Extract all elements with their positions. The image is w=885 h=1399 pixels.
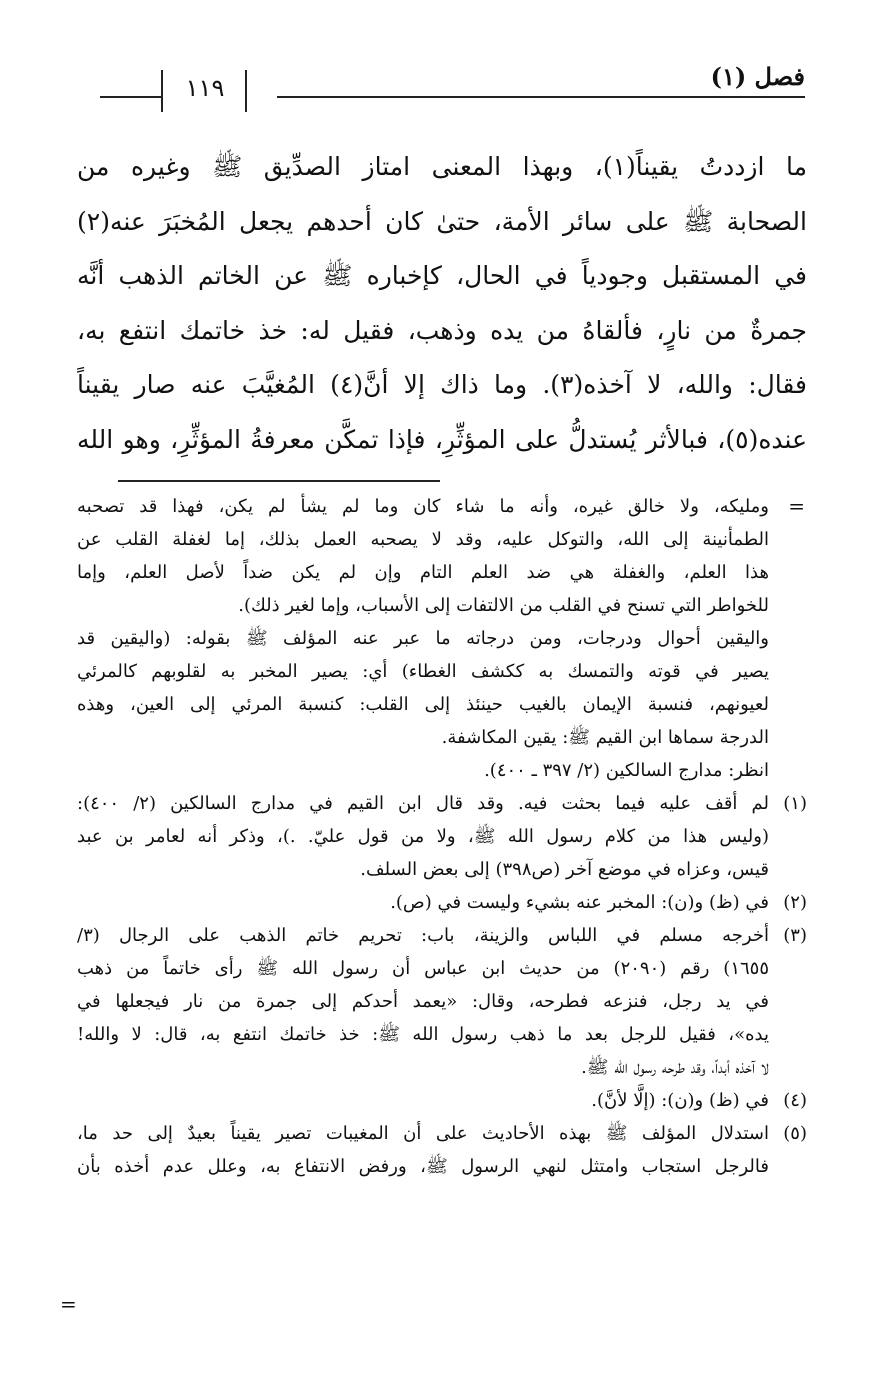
chapter-title: فصل (١): [710, 62, 805, 91]
text-line: ما ازددتُ يقيناً(١)، وبهذا المعنى امتاز الصدِّيق ﷺ وغيره من: [77, 152, 807, 181]
footnote-2: [77, 886, 807, 919]
footnote-number: (٢): [783, 892, 807, 913]
continuation-mark: =: [788, 494, 805, 518]
footnote-line: في يد رجل، فنزعه فطرحه، وقال: «يعمد أحدكم إلى جمرة من نار فيجعلها في: [77, 991, 769, 1012]
header-divider: [161, 70, 163, 112]
footnote-line: في (ظ) و(ن): المخبر عنه بشيء وليست في (ص).: [390, 892, 769, 913]
footnote-line: (وليس هذا من كلام رسول الله ﷺ، ولا من قول عليّ. .)، وذكر أنه لعامر بن عبد: [77, 826, 769, 847]
footnote-line: واليقين أحوال ودرجات، ومن درجاته ما عبر عنه المؤلف ﷺ بقوله: (واليقين قد: [77, 628, 769, 649]
text-line: جمرةٌ من نارٍ، فألقاهُ من يده وذهب، فقيل له: خذ خاتمك انتفع به،: [77, 315, 807, 345]
header-rule: [277, 96, 805, 98]
footnote-number: (٤): [783, 1090, 807, 1111]
footnote-number: (٣): [783, 925, 807, 946]
header-rule: [100, 96, 161, 98]
footnote-line: الدرجة سماها ابن القيم ﷺ: يقين المكاشفة.: [441, 727, 769, 748]
footnote-line: ١٦٥٥) رقم (٢٠٩٠) من حديث ابن عباس أن رسول الله ﷺ رأى خاتماً من ذهب: [77, 958, 769, 979]
footnote-number: (٥): [783, 1123, 807, 1144]
main-text: [77, 140, 807, 467]
continuation-mark: =: [60, 1292, 77, 1316]
footnote-divider: [118, 480, 440, 482]
footnote-1: [77, 787, 807, 886]
footnote-line: للخواطر التي تسنح في القلب من الالتفات إلى الأسباب، وإما لغير ذلك).: [238, 595, 769, 616]
footnote-line: قيس، وعزاه في موضع آخر (ص٣٩٨) إلى بعض السلف.: [360, 859, 769, 880]
footnote-line: ومليكه، ولا خالق غيره، وأنه ما شاء كان وما لم يشأ لم يكن، فهذا قد تصحبه: [77, 496, 769, 517]
footnote-line: انظر: مدارج السالكين (٢/ ٣٩٧ ـ ٤٠٠).: [484, 760, 769, 781]
footnote-3: [77, 919, 807, 1084]
footnote-line: يصير في قوته والتمسك به ككشف الغطاء) أي: يصير المخبر به لقلوبهم كالمرئي: [77, 661, 769, 682]
footnote-line: في (ظ) و(ن): (إلَّا لأنَّ).: [591, 1090, 769, 1111]
footnote-5: [77, 1117, 807, 1183]
text-line: فقال: والله، لا آخذه(٣). وما ذاك إلا أنَّ(٤) المُغيَّبَ عنه صار يقيناً: [77, 370, 807, 399]
footnote-line: لم أقف عليه فيما بحثت فيه. وقد قال ابن القيم في مدارج السالكين (٢/ ٤٠٠):: [77, 793, 769, 814]
footnote-line: أخرجه مسلم في اللباس والزينة، باب: تحريم خاتم الذهب على الرجال (٣/: [77, 925, 769, 946]
footnote-line: فالرجل استجاب وامتثل لنهي الرسول ﷺ، ورفض الانتفاع به، وعلل عدم أخذه بأن: [77, 1156, 769, 1177]
footnotes: [77, 490, 807, 1183]
footnote-line: لا آخذه أبداً، وقد طرحه رسول الله ﷺ.: [581, 1057, 769, 1078]
footnote-line: لعيونهم، فنسبة الإيمان بالغيب حينئذ إلى القلب: كنسبة المرئي إلى العين، وهذه: [77, 694, 769, 715]
footnote-line: استدلال المؤلف ﷺ بهذه الأحاديث على أن المغيبات تصير يقيناً بعيدٌ إلى حد ما،: [77, 1123, 769, 1144]
page-number: ١١٩: [185, 74, 225, 102]
footnote-continuation: [77, 490, 807, 787]
footnote-line: هذا العلم، والغفلة هي ضد العلم التام وإن لم يكن ضداً لأصل العلم، وإما: [77, 562, 769, 583]
footnote-number: (١): [783, 793, 807, 814]
footnote-line: يده»، فقيل للرجل بعد ما ذهب رسول الله ﷺ: خذ خاتمك انتفع به، قال: لا والله!: [77, 1024, 769, 1045]
text-line: في المستقبل وجودياً في الحال، كإخباره ﷺ عن الخاتم الذهب أنَّه: [77, 261, 807, 290]
text-line: الصحابة ﷺ على سائر الأمة، حتىٰ كان أحدهم يجعل المُخبَرَ عنه(٢): [77, 206, 807, 236]
footnote-4: [77, 1084, 807, 1117]
text-line: عنده(٥)، فبالأثر يُستدلُّ على المؤثِّرِ، فإذا تمكَّن معرفةُ المؤثِّرِ، وهو الله: [77, 424, 807, 454]
footnote-line: الطمأنينة إلى الله، والتوكل عليه، وقد لا يصحبه العمل بذلك، إما لغفلة القلب عن: [77, 529, 769, 550]
header-divider: [245, 70, 247, 112]
